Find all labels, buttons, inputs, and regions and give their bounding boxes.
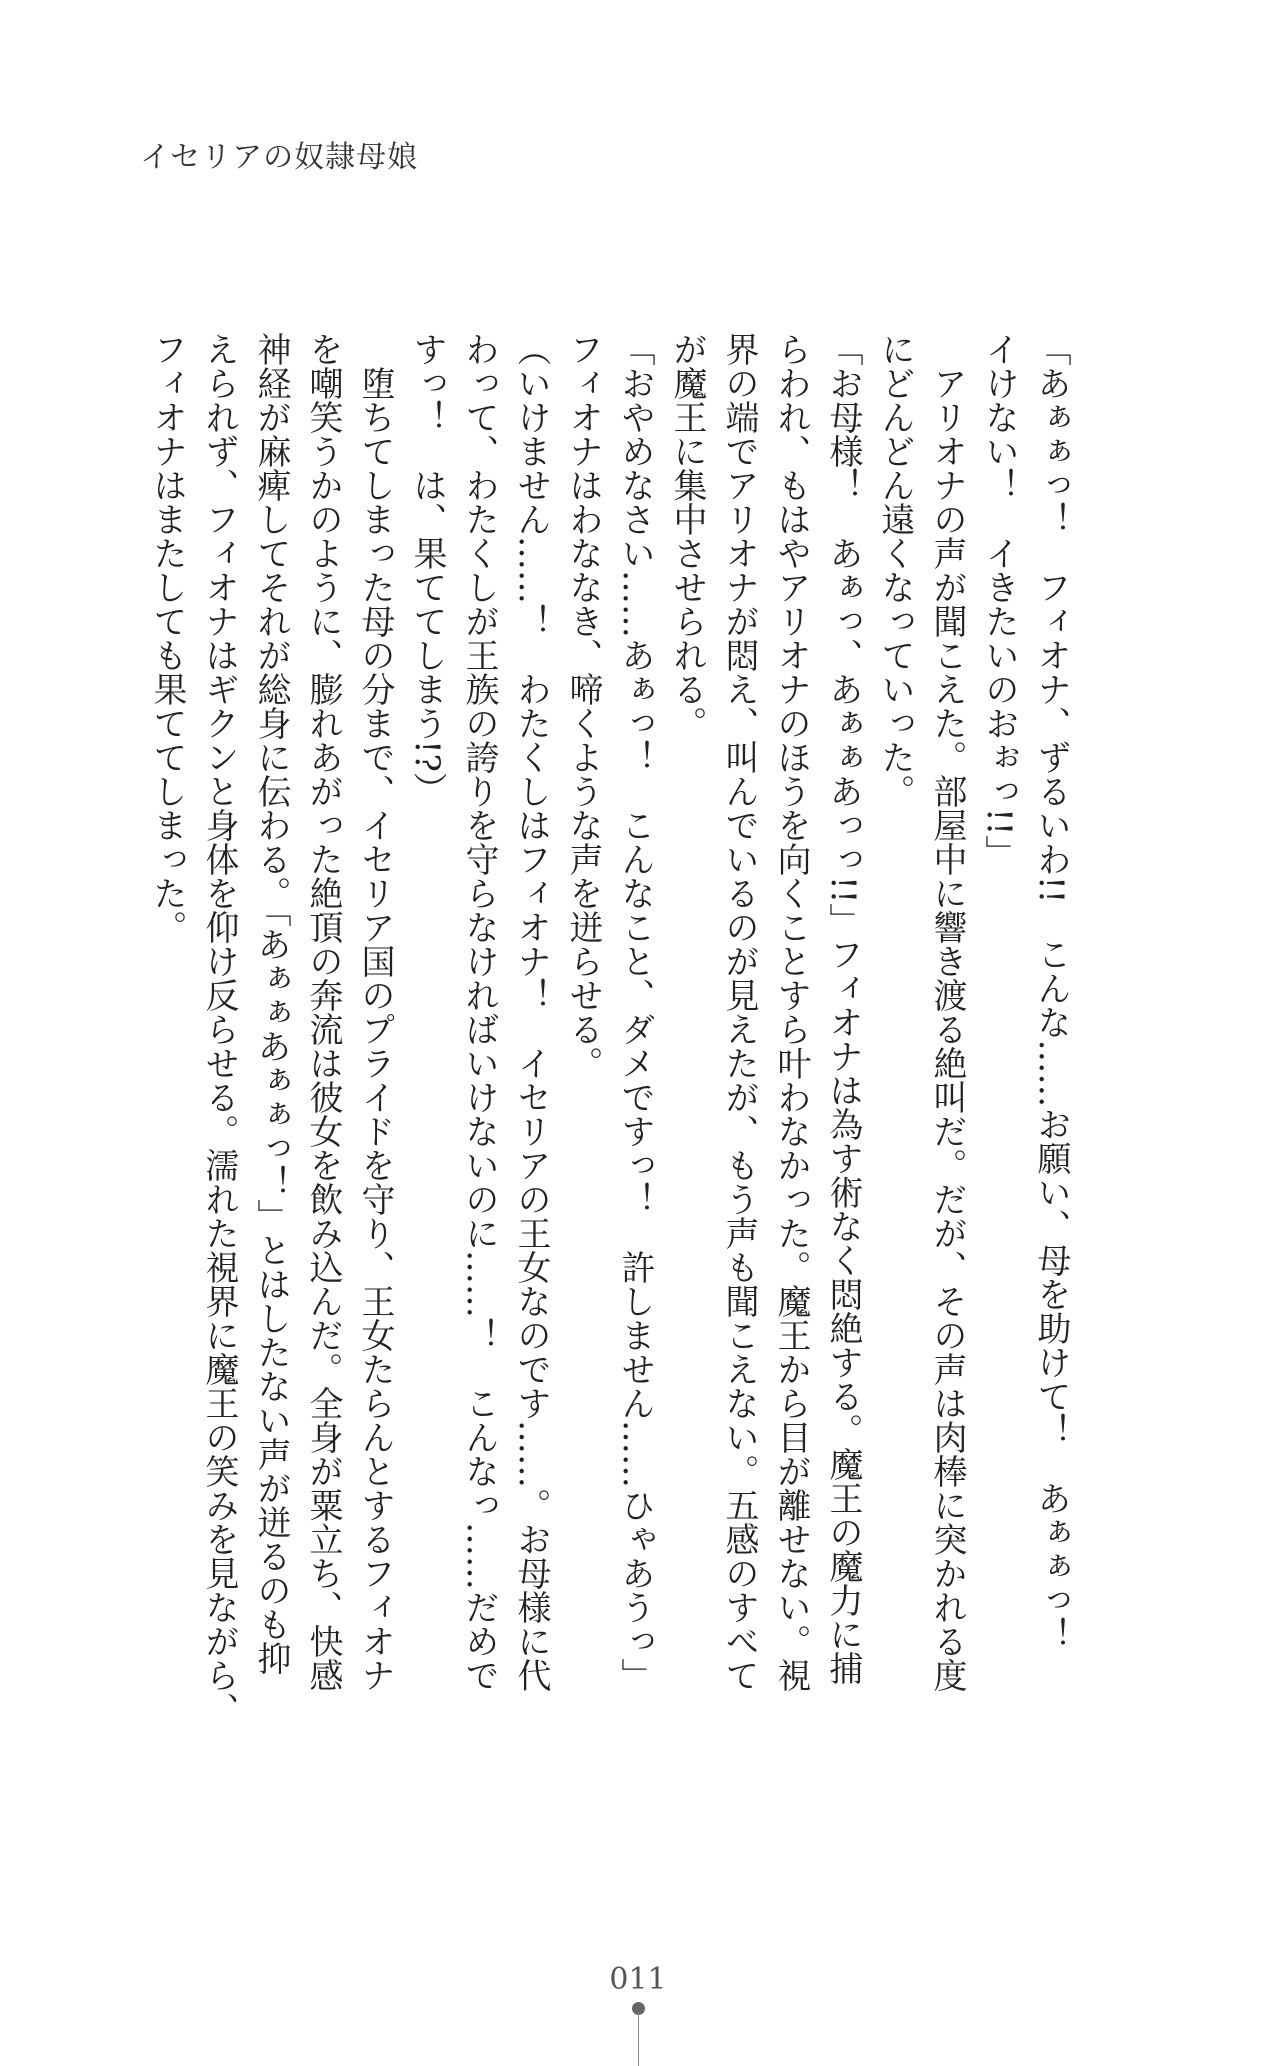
text-line: 神経が麻痺してそれが総身に伝わる。「あぁぁあぁぁっ！」とはしたない声が迸るのも抑 — [251, 332, 291, 1675]
text-line: が魔王に集中させられる。 — [667, 332, 707, 740]
folio-line-ornament — [638, 2012, 639, 2066]
running-title: イセリアの奴隷母娘 — [140, 140, 419, 175]
text-line: を嘲笑うかのように、膨れあがった絶頂の奔流は彼女を飲み込んだ。全身が粟立ち、快感 — [303, 332, 343, 1692]
text-line: フィオナはわななき、啼くような声を迸らせる。 — [563, 332, 603, 1080]
text-line: 「お母様！ あぁっ、あぁぁあっっ!!」フィオナは為す術なく悶絶する。魔王の魔力に捕 — [823, 332, 863, 1686]
body-text — [137, 332, 1077, 1726]
text-line: わって、わたくしが王族の誇りを守らなければいけないのに……！ こんなっ……だめで — [459, 332, 499, 1692]
text-line: えられず、フィオナはギクンと身体を仰け反らせる。濡れた視界に魔王の笑みを見ながら、 — [199, 332, 239, 1726]
text-line: 界の端でアリオナが悶え、叫んでいるのが見えたが、もう声も聞こえない。五感のすべて — [719, 332, 759, 1692]
text-line: アリオナの声が聞こえた。部屋中に響き渡る絶叫だ。だが、その声は肉棒に突かれる度 — [927, 332, 967, 1692]
text-line: イけない！ イきたいのおぉっ!!」 — [979, 332, 1019, 870]
text-line: すっ！ は、果ててしまう!?） — [407, 332, 447, 806]
text-line: （いけません……！ わたくしはフィオナ！ イセリアの王女なのです……。お母様に代 — [511, 332, 551, 1692]
text-line: 堕ちてしまった母の分まで、イセリア国のプライドを守り、王女たらんとするフィオナ — [355, 332, 395, 1692]
text-line: らわれ、もはやアリオナのほうを向くことすら叶わなかった。魔王から目が離せない。視 — [771, 332, 811, 1692]
text-line: 「おやめなさい……あぁっ！ こんなこと、ダメですっ！ 許しません……ひゃあうっ」 — [615, 332, 655, 1692]
page-number: 011 — [609, 1962, 667, 1997]
text-line: フィオナはまたしても果ててしまった。 — [147, 332, 187, 944]
text-line: にどんどん遠くなっていった。 — [875, 332, 915, 808]
text-line: 「あぁぁっ！ フィオナ、ずるいわ!! こんな……お願い、母を助けて！ あぁぁっ！ — [1031, 332, 1071, 1652]
